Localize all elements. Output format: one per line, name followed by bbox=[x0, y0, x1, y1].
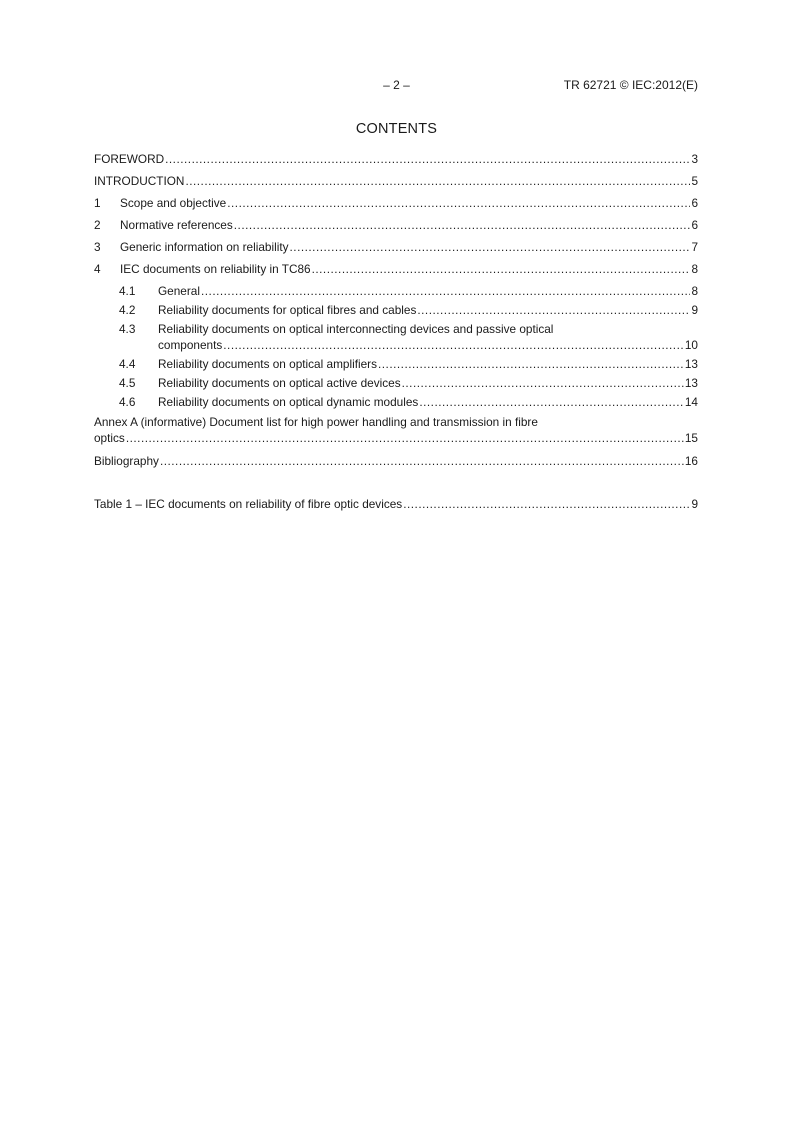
toc-entry-section-2[interactable] bbox=[94, 218, 698, 233]
leader-dots bbox=[126, 431, 684, 446]
toc-page: 10 bbox=[684, 338, 698, 352]
toc-entry-bibliography[interactable] bbox=[94, 454, 698, 469]
toc-label: Reliability documents on optical dynamic modules bbox=[158, 395, 419, 409]
toc-entry-section-4-2[interactable] bbox=[119, 303, 698, 318]
leader-dots bbox=[403, 497, 690, 512]
toc-label: IEC documents on reliability in TC86 bbox=[120, 262, 311, 276]
toc-page: 8 bbox=[691, 262, 698, 276]
page-number: – 2 – bbox=[383, 78, 410, 92]
toc-page: 16 bbox=[684, 454, 698, 468]
toc-page: 7 bbox=[691, 240, 698, 254]
leader-dots bbox=[419, 395, 684, 410]
leader-dots bbox=[417, 303, 690, 318]
toc-page: 8 bbox=[691, 284, 698, 298]
toc-entry-annex-a-line1[interactable] bbox=[94, 415, 538, 430]
toc-number: 4 bbox=[94, 262, 101, 276]
toc-entry-foreword[interactable] bbox=[94, 152, 698, 167]
contents-title: CONTENTS bbox=[355, 121, 438, 137]
leader-dots bbox=[165, 152, 690, 167]
toc-entry-annex-a[interactable] bbox=[94, 431, 698, 446]
leader-dots bbox=[234, 218, 691, 233]
toc-label: Bibliography bbox=[94, 454, 159, 468]
toc-entry-section-3[interactable] bbox=[94, 240, 698, 255]
leader-dots bbox=[402, 376, 684, 391]
toc-number: 4.2 bbox=[119, 303, 136, 317]
toc-page: 13 bbox=[684, 357, 698, 371]
leader-dots bbox=[378, 357, 684, 372]
toc-entry-section-4[interactable] bbox=[94, 262, 698, 277]
toc-label-line1: Reliability documents on optical interconnecting devices and passive optical bbox=[158, 322, 554, 336]
toc-page: 6 bbox=[691, 196, 698, 210]
toc-entry-section-4-6[interactable] bbox=[119, 395, 698, 410]
toc-number: 4.1 bbox=[119, 284, 136, 298]
toc-page: 14 bbox=[684, 395, 698, 409]
toc-entry-introduction[interactable] bbox=[94, 174, 698, 189]
toc-label: Reliability documents on optical amplifiers bbox=[158, 357, 377, 371]
toc-label: components bbox=[158, 338, 223, 352]
toc-entry-section-1[interactable] bbox=[94, 196, 698, 211]
toc-entry-section-4-3[interactable] bbox=[158, 338, 698, 353]
toc-number: 2 bbox=[94, 218, 101, 232]
toc-number: 4.6 bbox=[119, 395, 136, 409]
toc-label: Reliability documents for optical fibres and cables bbox=[158, 303, 417, 317]
toc-label: Normative references bbox=[120, 218, 233, 232]
leader-dots bbox=[160, 454, 684, 469]
leader-dots bbox=[223, 338, 684, 353]
toc-label: Scope and objective bbox=[120, 196, 227, 210]
toc-entry-section-4-3-line1[interactable] bbox=[119, 322, 553, 337]
toc-number: 1 bbox=[94, 196, 101, 210]
toc-entry-table-1[interactable] bbox=[94, 497, 698, 512]
leader-dots bbox=[227, 196, 690, 211]
toc-page: 5 bbox=[691, 174, 698, 188]
toc-label: General bbox=[158, 284, 200, 298]
toc-entry-section-4-1[interactable] bbox=[119, 284, 698, 299]
toc-page: 6 bbox=[691, 218, 698, 232]
toc-page: 15 bbox=[684, 431, 698, 445]
leader-dots bbox=[290, 240, 691, 255]
toc-page: 9 bbox=[691, 497, 698, 511]
toc-label: optics bbox=[94, 431, 125, 445]
toc-label: Generic information on reliability bbox=[120, 240, 289, 254]
leader-dots bbox=[185, 174, 690, 189]
toc-number: 4.3 bbox=[119, 322, 136, 336]
toc-number: 4.4 bbox=[119, 357, 136, 371]
toc-number: 4.5 bbox=[119, 376, 136, 390]
toc-label: Reliability documents on optical active devices bbox=[158, 376, 401, 390]
toc-page: 13 bbox=[684, 376, 698, 390]
toc-page: 9 bbox=[691, 303, 698, 317]
document-reference: TR 62721 © IEC:2012(E) bbox=[563, 78, 698, 92]
toc-label: FOREWORD bbox=[94, 152, 165, 166]
toc-page: 3 bbox=[691, 152, 698, 166]
leader-dots bbox=[312, 262, 691, 277]
toc-entry-section-4-5[interactable] bbox=[119, 376, 698, 391]
toc-number: 3 bbox=[94, 240, 101, 254]
toc-label: Table 1 – IEC documents on reliability of fibre optic devices bbox=[94, 497, 403, 511]
toc-label-line1: Annex A (informative) Document list for high power handling and transmission in fibre bbox=[94, 415, 538, 429]
toc-entry-section-4-4[interactable] bbox=[119, 357, 698, 372]
leader-dots bbox=[201, 284, 690, 299]
toc-label: INTRODUCTION bbox=[94, 174, 185, 188]
